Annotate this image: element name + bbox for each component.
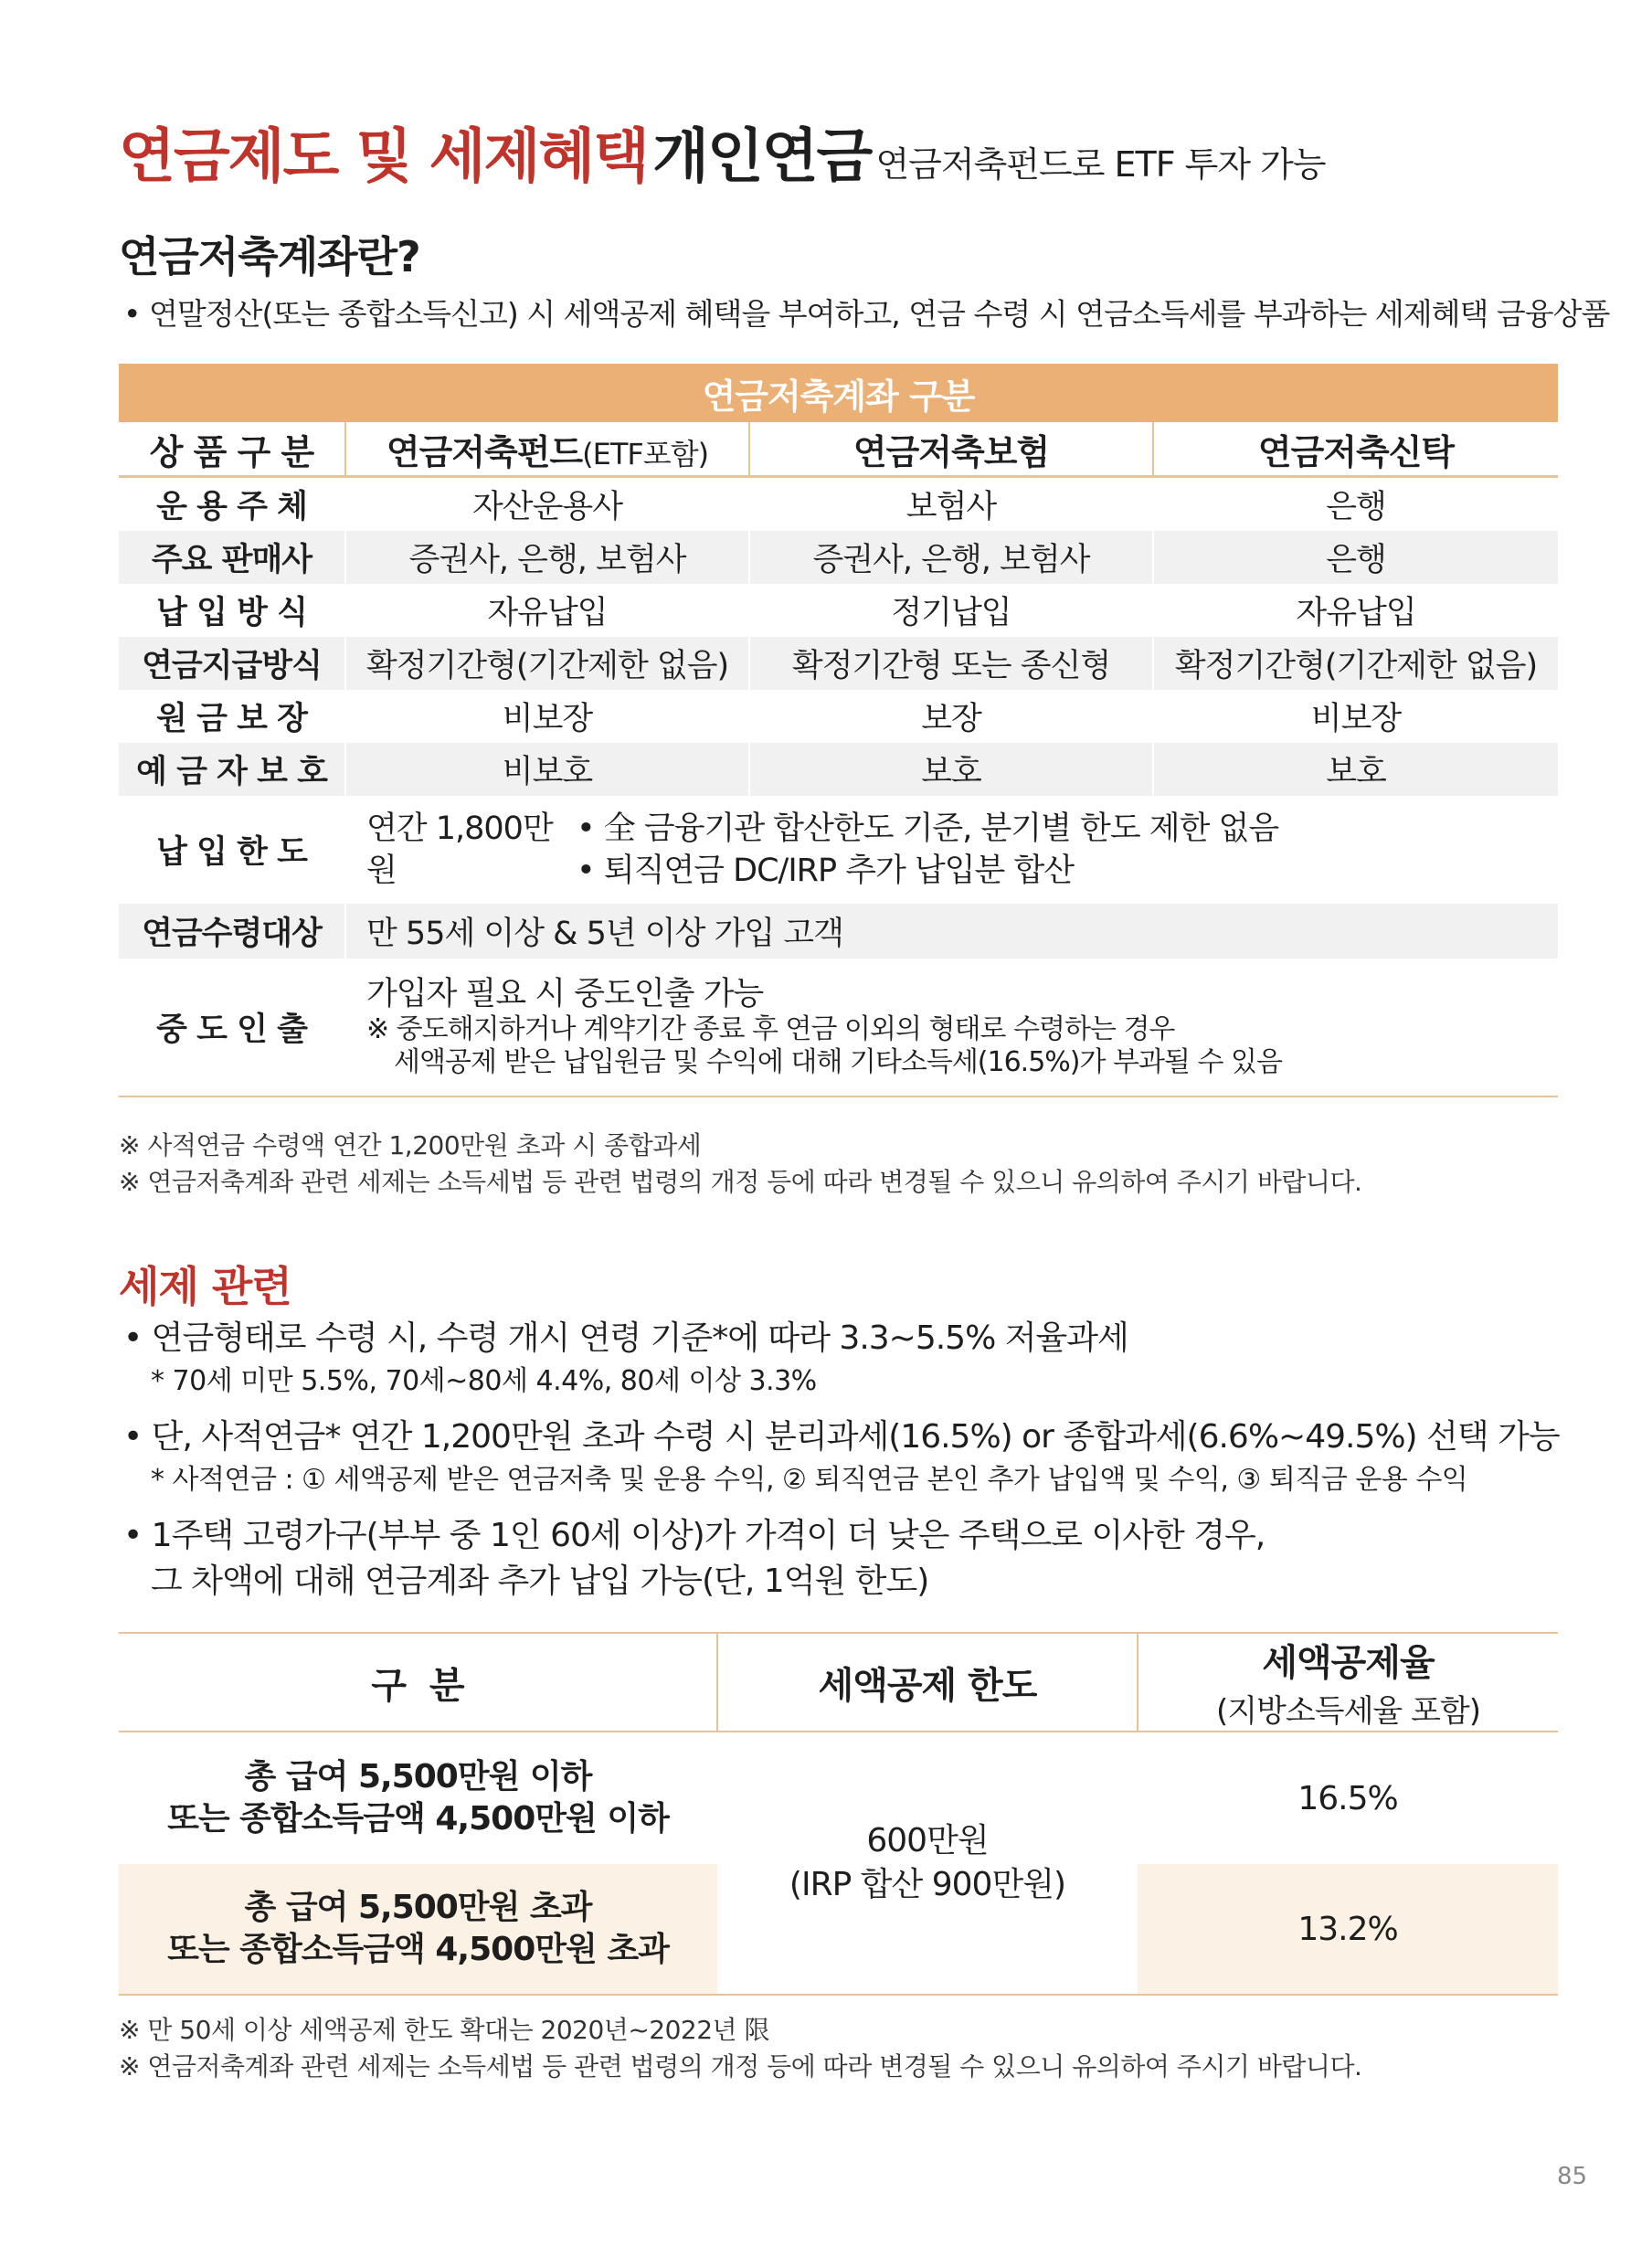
rate-cell: 16.5% — [1297, 1779, 1398, 1817]
table-cell: 자유납입 — [1153, 584, 1558, 637]
header-col3: 연금저축신탁 — [1153, 422, 1558, 477]
header-label: 상 품 구 분 — [119, 422, 345, 477]
withdrawal-line: 가입자 필요 시 중도인출 가능 — [366, 976, 764, 1012]
note-line: ※ 사적연금 수령액 연간 1,200만원 초과 시 종합과세 — [119, 1130, 702, 1160]
table-cell: 확정기간형(기간제한 없음) — [345, 637, 749, 690]
eligibility-cell: 만 55세 이상 & 5년 이상 가입 고객 — [345, 904, 1558, 959]
note-line: ※ 만 50세 이상 세액공제 한도 확대는 2020년~2022년 限 — [119, 2015, 769, 2045]
table-row — [119, 584, 1558, 637]
bullet-subnote: * 70세 미만 5.5%, 70세~80세 4.4%, 80세 이상 3.3% — [151, 1365, 817, 1397]
header-category: 구 분 — [119, 1633, 717, 1732]
row-label: 주요 판매사 — [119, 531, 345, 584]
title-black: 개인연금 — [652, 123, 872, 191]
table-row — [119, 1732, 1558, 1864]
header-rate: 세액공제율 (지방소득세율 포함) — [1138, 1633, 1558, 1732]
table-caption: 연금저축계좌 구분 — [119, 364, 1558, 422]
rate-cell: 13.2% — [1138, 1864, 1558, 1995]
page-number: 85 — [1557, 2163, 1588, 2190]
title-red: 연금제도 및 세제혜택 — [119, 123, 648, 191]
header-col1: 연금저축펀드(ETF포함) — [345, 422, 749, 477]
account-types-table — [119, 364, 1558, 1097]
limit-note: • 퇴직연금 DC/IRP 추가 납입분 합산 — [577, 853, 1075, 889]
table-cell: 보호 — [749, 743, 1153, 796]
page-header — [119, 110, 1326, 194]
row-label: 예 금 자 보 호 — [119, 743, 345, 796]
table-row — [119, 637, 1558, 690]
bullet-item-continued: 그 차액에 대해 연금계좌 추가 납입 가능(단, 1억원 한도) — [151, 1563, 929, 1600]
table-cell: 비보호 — [345, 743, 749, 796]
limit-notes — [577, 808, 1278, 892]
table-row-eligibility — [119, 904, 1558, 959]
bullet-item: • 1주택 고령가구(부부 중 1인 60세 이상)가 가격이 더 낮은 주택으로 이사한 경우, — [123, 1517, 1265, 1554]
tax-credit-table — [119, 1632, 1558, 1996]
table-header-row — [119, 1633, 1558, 1732]
row-label: 운 용 주 체 — [156, 489, 307, 525]
table-cell: 증권사, 은행, 보험사 — [749, 531, 1153, 584]
section2-title: 세제 관련 — [119, 1262, 291, 1311]
table-row-withdrawal — [119, 959, 1558, 1096]
table-header-row — [119, 422, 1558, 477]
title-subtitle: 연금저축펀드로 ETF 투자 가능 — [875, 144, 1326, 185]
header-limit: 세액공제 한도 — [717, 1633, 1138, 1732]
table-cell: 확정기간형(기간제한 없음) — [1153, 637, 1558, 690]
notes-section2 — [119, 2012, 1361, 2085]
note-line: ※ 연금저축계좌 관련 세제는 소득세법 등 관련 법령의 개정 등에 따라 변경될 수 있으니 유의하여 주시기 바랍니다. — [119, 2051, 1362, 2082]
table-cell: 자유납입 — [345, 584, 749, 637]
header-col2: 연금저축보험 — [749, 422, 1153, 477]
note-line: ※ 연금저축계좌 관련 세제는 소득세법 등 관련 법령의 개정 등에 따라 변경될 수 있으니 유의하여 주시기 바랍니다. — [119, 1167, 1362, 1197]
table-cell: 비보장 — [1153, 690, 1558, 743]
table-row — [119, 743, 1558, 796]
row-label: 납 입 한 도 — [156, 834, 307, 871]
bullet-item: • 단, 사적연금* 연간 1,200만원 초과 수령 시 분리과세(16.5%) or 종합과세(6.6%~49.5%) 선택 가능 — [123, 1418, 1560, 1456]
table-row — [119, 531, 1558, 584]
table-row — [119, 477, 1558, 532]
category-cell: 총 급여 5,500만원 이하 또는 종합소득금액 4,500만원 이하 — [167, 1758, 669, 1838]
bullet-item: • 연금형태로 수령 시, 수령 개시 연령 기준*에 따라 3.3~5.5% 저율과세 — [123, 1319, 1128, 1357]
row-label: 중 도 인 출 — [119, 959, 345, 1096]
tax-bullets — [123, 1316, 1560, 1605]
withdrawal-note: 세액공제 받은 납입원금 및 수익에 대해 기타소득세(16.5%)가 부과될 수 있음 — [394, 1046, 1282, 1078]
table-cell: 자산운용사 — [345, 477, 749, 532]
table-cell: 증권사, 은행, 보험사 — [345, 531, 749, 584]
limit-amount: 연간 1,800만원 — [366, 810, 553, 889]
bullet-subnote: * 사적연금 : ① 세액공제 받은 연금저축 및 운용 수익, ② 퇴직연금 본인 추가 납입액 및 수익, ③ 퇴직금 운용 수익 — [151, 1464, 1468, 1496]
table-cell: 은행 — [1153, 531, 1558, 584]
row-label: 납 입 방 식 — [156, 595, 307, 631]
section1-description: • 연말정산(또는 종합소득신고) 시 세액공제 혜택을 부여하고, 연금 수령 시 연금소득세를 부과하는 세제혜택 금융상품 — [123, 296, 1610, 332]
table-row — [119, 690, 1558, 743]
row-label: 원 금 보 장 — [156, 701, 307, 737]
table-cell: 확정기간형 또는 종신형 — [749, 637, 1153, 690]
table-cell: 정기납입 — [749, 584, 1153, 637]
table-cell: 보호 — [1153, 743, 1558, 796]
table-cell: 보장 — [749, 690, 1153, 743]
table-cell: 은행 — [1153, 477, 1558, 532]
withdrawal-note: ※ 중도해지하거나 계약기간 종료 후 연금 이외의 형태로 수령하는 경우 — [366, 1013, 1175, 1045]
withdrawal-cell — [345, 959, 1558, 1096]
notes-section1 — [119, 1128, 1361, 1201]
row-label: 연금지급방식 — [119, 637, 345, 690]
table-cell: 비보장 — [345, 690, 749, 743]
limit-cell: 600만원 (IRP 합산 900만원) — [717, 1732, 1138, 1995]
limit-cell — [345, 796, 1558, 904]
category-cell: 총 급여 5,500만원 초과 또는 종합소득금액 4,500만원 초과 — [119, 1864, 717, 1995]
table-cell: 보험사 — [749, 477, 1153, 532]
row-label: 연금수령대상 — [119, 904, 345, 959]
table-row-limit — [119, 796, 1558, 904]
limit-note: • 全 금융기관 합산한도 기준, 분기별 한도 제한 없음 — [577, 810, 1279, 847]
section1-title: 연금저축계좌란? — [119, 232, 420, 281]
